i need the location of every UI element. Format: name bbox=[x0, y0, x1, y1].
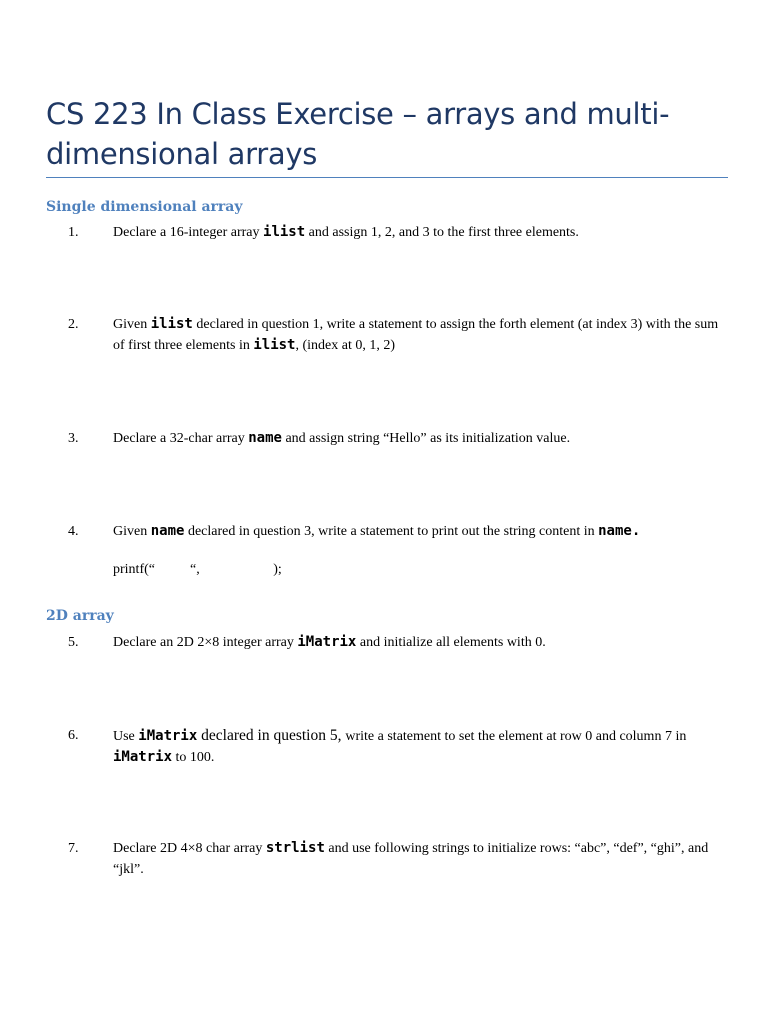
question-text bbox=[113, 521, 725, 542]
document-title: CS 223 In Class Exercise – arrays and multi-dimensional arrays bbox=[46, 97, 670, 171]
question-number: 2. bbox=[68, 317, 79, 332]
question-text bbox=[113, 314, 725, 356]
question-number: 5. bbox=[68, 635, 79, 650]
text-run: Declare 2D 4×8 char array bbox=[113, 841, 266, 856]
text-run: and initialize all elements with 0. bbox=[356, 635, 546, 650]
text-run: , (index at 0, 1, 2) bbox=[295, 338, 396, 353]
code-identifier: strlist bbox=[265, 840, 325, 856]
question-number: 1. bbox=[68, 225, 79, 240]
code-identifier: iMatrix bbox=[297, 634, 357, 650]
text-run: declared in question 5, bbox=[197, 727, 346, 744]
question-text bbox=[113, 222, 725, 243]
text-run: Given bbox=[113, 524, 151, 539]
text-run: and assign string “Hello” as its initialization value. bbox=[281, 431, 571, 446]
text-run: Declare an 2D 2×8 integer array bbox=[113, 635, 298, 650]
text-run: Declare a 16-integer array bbox=[113, 225, 264, 240]
text-run: declared in question 3, write a statement to print out the string content in bbox=[184, 524, 599, 539]
text-run: and assign 1, 2, and 3 to the first three elements. bbox=[305, 225, 579, 240]
section-heading-single-dimensional: Single dimensional array bbox=[46, 199, 243, 215]
question-number: 4. bbox=[68, 524, 79, 539]
code-identifier: name. bbox=[598, 523, 641, 539]
text-run: to 100. bbox=[172, 750, 215, 765]
code-identifier: ilist bbox=[253, 337, 296, 353]
code-identifier: name bbox=[150, 523, 185, 539]
question-text bbox=[113, 838, 725, 880]
code-identifier: name bbox=[248, 430, 282, 446]
printf-template-line: printf(“ “, ); bbox=[113, 562, 282, 577]
text-run: Declare a 32-char array bbox=[113, 431, 249, 446]
code-identifier: iMatrix bbox=[113, 749, 173, 765]
question-text bbox=[113, 725, 725, 768]
text-run: and use following strings to initialize rows: “abc”, “def”, “ghi”, and “jkl”. bbox=[113, 841, 709, 877]
question-number: 7. bbox=[68, 841, 79, 856]
question-text bbox=[113, 632, 725, 653]
text-run: Use bbox=[113, 729, 139, 744]
text-run: Given bbox=[113, 317, 151, 332]
question-text bbox=[113, 428, 725, 449]
code-identifier: iMatrix bbox=[138, 728, 198, 744]
code-identifier: ilist bbox=[263, 224, 306, 240]
text-run: write a statement to set the element at row 0 and column 7 in bbox=[345, 729, 687, 744]
code-identifier: ilist bbox=[150, 316, 193, 332]
question-number: 3. bbox=[68, 431, 79, 446]
section-heading-2d-array: 2D array bbox=[46, 608, 114, 624]
question-number: 6. bbox=[68, 728, 79, 743]
text-run: declared in question 1, write a statement to assign the forth element (at index 3) with the sum of first three elements in bbox=[113, 317, 719, 353]
title-divider bbox=[46, 177, 728, 178]
